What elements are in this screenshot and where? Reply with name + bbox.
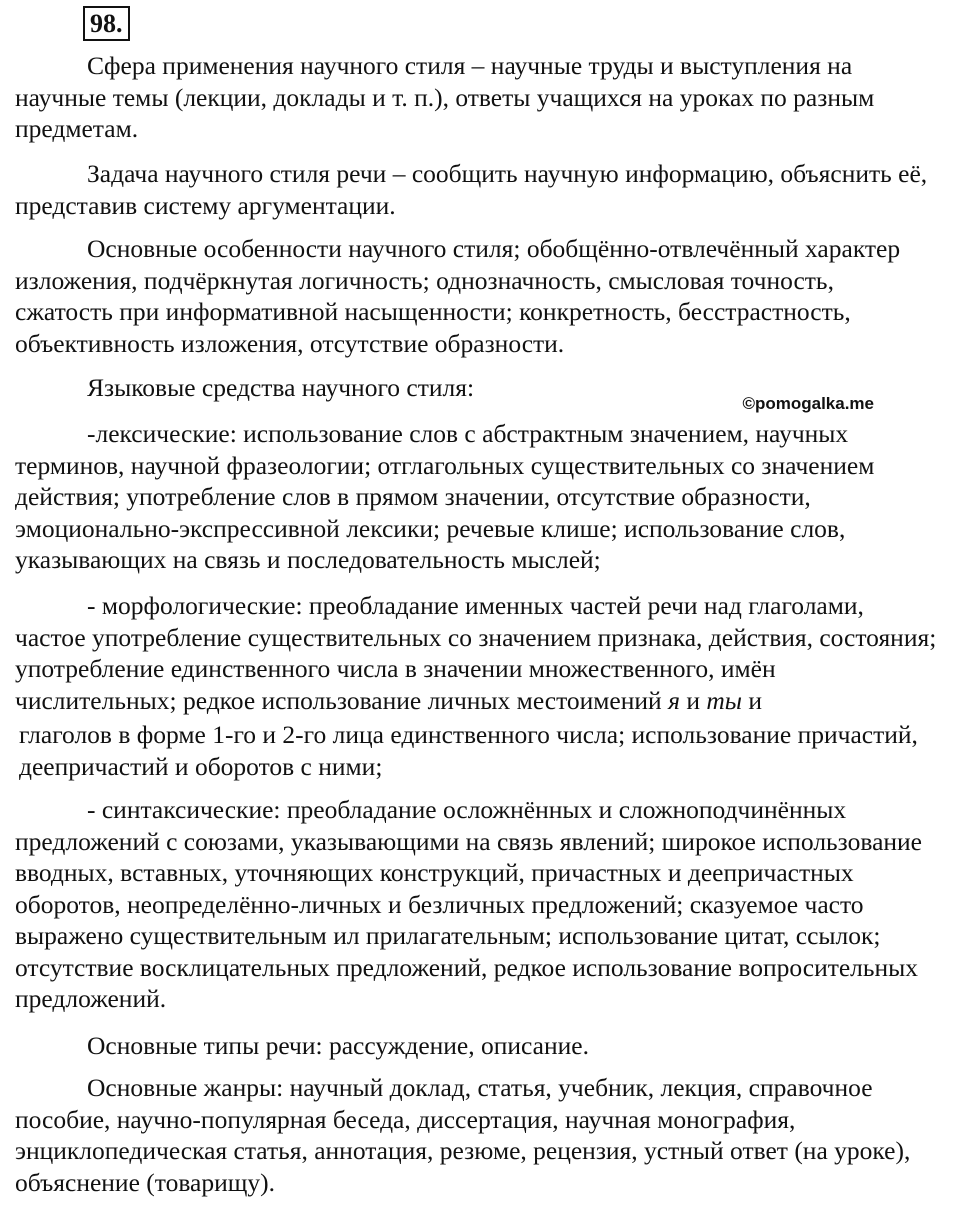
paragraph-lexical: -лексические: использование слов с абстрактным значением, научных терминов, научной фразеологии; отглагольных существительных со значением действия; употребление слов в прямом значении, отсутствие образности, эмоционально-экспрессивной лексики; речевые клише; использование слов, указывающих на связь и последовательность мыслей;: [15, 419, 875, 574]
paragraph-morphological: [15, 590, 940, 716]
pronoun-ya: я: [668, 685, 680, 715]
paragraph-morphological-cont: глаголов в форме 1-го и 2-го лица единственного числа; использование причастий, деепричастий и оборотов с ними;: [19, 720, 918, 781]
morphological-text-2: и: [742, 685, 763, 715]
pronoun-ty: ты: [706, 685, 743, 715]
paragraph-speech-types: Основные типы речи: рассуждение, описание.: [87, 1031, 589, 1060]
paragraph-features: Основные особенности научного стиля; обобщённо-отвлечённый характер изложения, подчёркнутая логичность; однозначность, смысловая точность, сжатость при информативной насыщенности; конкретность, бесстрастность, объективность изложения, отсутствие образности.: [15, 234, 901, 358]
paragraph-genres: Основные жанры: научный доклад, статья, учебник, лекция, справочное пособие, научно-популярная беседа, диссертация, научная монография, энциклопедическая статья, аннотация, резюме, рецензия, устный ответ (на уроке), объяснение (товарищу).: [15, 1073, 911, 1197]
exercise-number-box: [83, 6, 130, 41]
conjunction-and: и: [679, 685, 707, 715]
watermark: ©pomogalka.me: [742, 394, 874, 413]
paragraph-syntactic: - синтаксические: преобладание осложнённых и сложноподчинённых предложений с союзами, указывающими на связь явлений; широкое использование вводных, вставных, уточняющих конструкций, причастных и деепричастных оборотов, неопределённо-личных и безличных предложений; сказуемое часто выражено существительным ил прилагательным; использование цитат, ссылок; отсутствие восклицательных предложений, редкое использование вопросительных предложений.: [15, 795, 922, 1013]
paragraph-scope: Сфера применения научного стиля – научные труды и выступления на научные темы (лекции, доклады и т. п.), ответы учащихся на уроках по разным предметам.: [15, 51, 875, 143]
paragraph-language-means: Языковые средства научного стиля:: [87, 373, 475, 402]
paragraph-task: Задача научного стиля речи – сообщить научную информацию, объяснить её, представив систему аргументации.: [15, 159, 928, 220]
morphological-text-1: - морфологические: преобладание именных частей речи над глаголами, частое употребление существительных со значением признака, действия, состояния; употребление единственного числа в значении множественного, имён числительных; редкое использование личных местоимений: [15, 591, 937, 715]
exercise-number: 98.: [90, 9, 123, 38]
